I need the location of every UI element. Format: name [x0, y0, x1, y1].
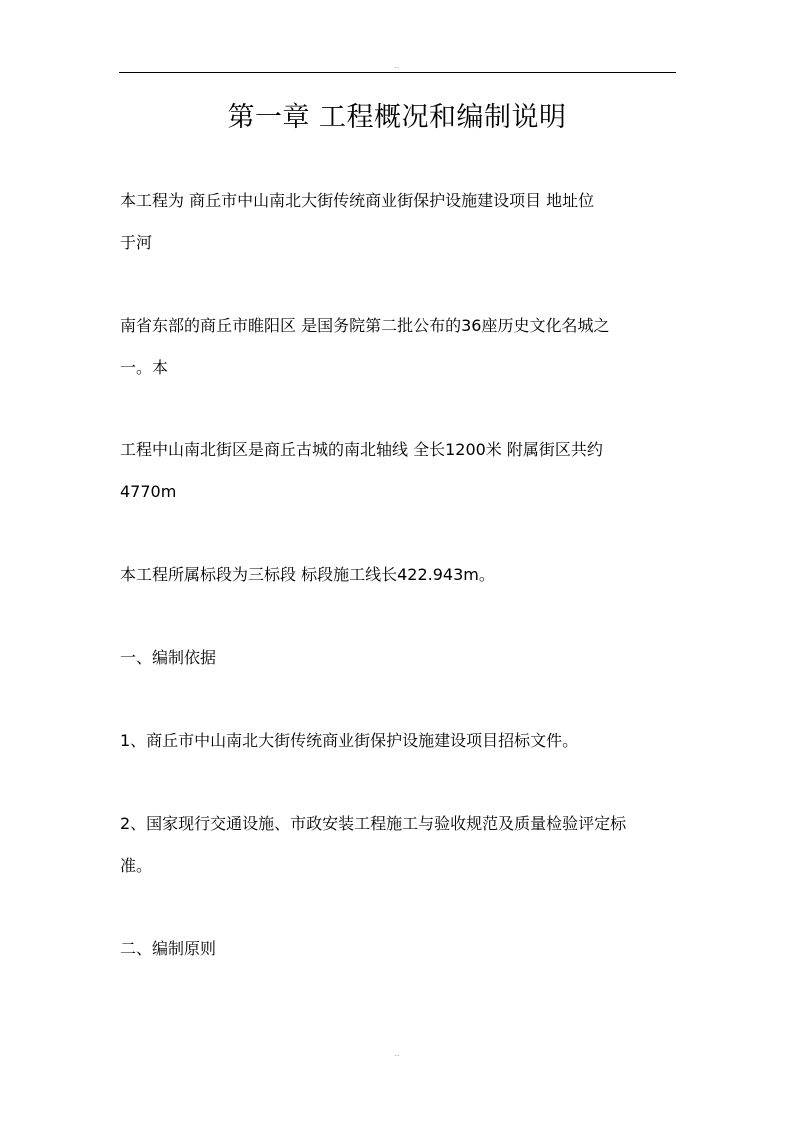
text-line: 准。 — [120, 856, 153, 875]
paragraph-axis — [120, 429, 680, 513]
text-line: 2、国家现行交通设施、市政安装工程施工与验收规范及质量检验评定标 — [120, 814, 627, 833]
text-line: 一。本 — [120, 358, 169, 377]
section-heading: 二、编制原则 — [120, 939, 217, 958]
text-line: 本工程为 商丘市中山南北大街传统商业街保护设施建设项目 地址位 — [120, 191, 595, 210]
paragraph-project-intro — [120, 180, 680, 264]
chapter-title: 第一章 工程概况和编制说明 — [227, 102, 567, 133]
header-mark: .. — [394, 62, 400, 70]
text-line: 本工程所属标段为三标段 标段施工线长422.943m。 — [120, 565, 495, 584]
text-line: 工程中山南北街区是商丘古城的南北轴线 全长1200米 附属街区共约 — [120, 440, 603, 459]
paragraph-location — [120, 305, 680, 389]
paragraph-basis-2 — [120, 803, 680, 887]
header-rule — [119, 72, 676, 73]
heading-basis — [120, 637, 680, 679]
text-line: 1、商丘市中山南北大街传统商业街保护设施建设项目招标文件。 — [120, 731, 579, 750]
paragraph-basis-1 — [120, 720, 680, 762]
heading-principles — [120, 928, 680, 970]
paragraph-section — [120, 554, 680, 596]
footer-mark: .. — [394, 1050, 400, 1058]
text-line: 南省东部的商丘市睢阳区 是国务院第二批公布的36座历史文化名城之 — [120, 316, 610, 335]
text-line: 于河 — [120, 233, 153, 252]
text-line: 4770m — [120, 482, 177, 501]
section-heading: 一、编制依据 — [120, 648, 217, 667]
